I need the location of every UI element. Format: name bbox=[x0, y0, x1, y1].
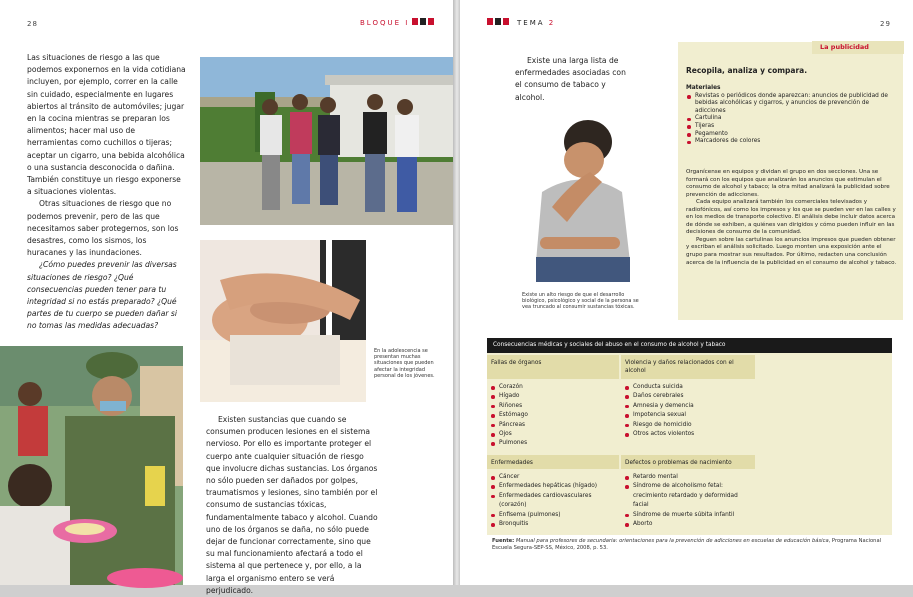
material-item: Cartulina bbox=[686, 115, 896, 123]
material-item: Tijeras bbox=[686, 123, 896, 131]
theme-header-number: 2 bbox=[548, 19, 556, 27]
table-item: Ojos bbox=[487, 430, 619, 439]
table-col-diseases bbox=[487, 455, 619, 529]
table-item: Bronquitis bbox=[487, 520, 619, 529]
source-label: Fuente: bbox=[492, 538, 515, 544]
table-item: Síndrome de muerte súbita infantil bbox=[621, 511, 755, 520]
materials-list bbox=[686, 93, 896, 146]
table-col-header: Violencia y daños relacionados con el alcohol bbox=[621, 355, 755, 379]
table-item: Corazón bbox=[487, 383, 619, 392]
block-header bbox=[360, 19, 409, 27]
table-col-violence bbox=[621, 355, 755, 439]
photo-boy-covering-face bbox=[522, 112, 640, 282]
diseases-list bbox=[487, 473, 619, 529]
materials-heading: Materiales bbox=[686, 85, 721, 91]
intro-text bbox=[27, 52, 187, 333]
photo-teenagers-group bbox=[200, 57, 460, 225]
page-number-right: 29 bbox=[880, 20, 891, 28]
table-item: Pulmones bbox=[487, 439, 619, 448]
table-item: Conducta suicida bbox=[621, 383, 755, 392]
caption-adolescence: En la adolescencia se presentan muchas situaciones que pueden afectar la integridad personal de los jóvenes. bbox=[374, 348, 435, 379]
table-col-header: Fallas de órganos bbox=[487, 355, 619, 379]
table-item: Enfisema (pulmones) bbox=[487, 511, 619, 520]
table-title: Consecuencias médicas y sociales del abuso en el consumo de alcohol y tabaco bbox=[487, 338, 892, 353]
activity-title: Recopila, analiza y compara. bbox=[686, 66, 808, 75]
theme-header-label: TEMA bbox=[517, 19, 545, 27]
paragraph-disasters: Otras situaciones de riesgo que no podemos prevenir, pero de las que necesitamos saber protegernos, son los desastres, como los sismos, los huracanes y las inundaciones. bbox=[27, 199, 179, 258]
material-item: Marcadores de colores bbox=[686, 138, 896, 146]
instructions-p3: Peguen sobre las cartulinas los anuncios impresos que pueden obtener y escriban el análisis solicitado. Luego monten una exposición ante el grupo para mostrar sus resultados. Por último, redacten una conclusión acerca de la influencia de la publicidad en el consumo de alcohol y tabaco. bbox=[686, 236, 897, 266]
consequences-table bbox=[487, 338, 892, 535]
section-tag-publicity: La publicidad bbox=[812, 41, 904, 54]
table-item: Enfermedades hepáticas (hígado) bbox=[487, 482, 619, 491]
activity-instructions bbox=[686, 169, 898, 267]
table-col-header: Enfermedades bbox=[487, 455, 619, 469]
table-item: Enfermedades cardiovasculares (corazón) bbox=[487, 492, 619, 511]
activity-box bbox=[678, 42, 903, 320]
table-item: Riesgo de homicidio bbox=[621, 421, 755, 430]
material-item: Revistas o periódicos donde aparezcan: anuncios de publicidad de bebidas alcohólicas y cigarros, y anuncios de prevención de adicciones bbox=[686, 93, 896, 116]
table-col-organ-failure bbox=[487, 355, 619, 449]
materials-section bbox=[686, 85, 896, 146]
table-item: Daños cerebrales bbox=[621, 392, 755, 401]
left-page bbox=[0, 0, 455, 595]
paragraph-questions: ¿Cómo puedes prevenir las diversas situaciones de riesgo? ¿Qué consecuencias pueden tener para tu integridad si no estás preparado? ¿Qué partes de tu cuerpo se pueden dañar si no tomas las medidas adecuadas? bbox=[27, 260, 177, 331]
birth-defects-list bbox=[621, 473, 755, 529]
organ-failure-list bbox=[487, 383, 619, 449]
table-item: Páncreas bbox=[487, 421, 619, 430]
source-note bbox=[492, 538, 887, 552]
header-color-bars-right bbox=[487, 18, 509, 25]
table-item: Síndrome de alcoholismo fetal: crecimiento retardado y deformidad facial bbox=[621, 482, 755, 510]
header-color-bars bbox=[412, 18, 434, 25]
instructions-p2: Cada equipo analizará también los comerciales televisados y radiofónicos, así como los impresos y los que se pueden ver en las calles y en los medios de transporte colectivo. El análisis debe incluir datos acerca de dónde se exhiben, a quiénes van dirigidos y cómo pueden influir en las decisiones de consumo de la comunidad. bbox=[686, 199, 896, 236]
photo-teen-lying-down bbox=[200, 240, 366, 402]
block-header-label: BLOQUE I bbox=[360, 19, 410, 27]
table-item: Cáncer bbox=[487, 473, 619, 482]
violence-list bbox=[621, 383, 755, 439]
table-item: Retardo mental bbox=[621, 473, 755, 482]
substances-text bbox=[206, 414, 380, 597]
table-item: Riñones bbox=[487, 402, 619, 411]
source-title: Manual para profesores de secundaria: orientaciones para la prevención de adicciones en escuelas de educación básica bbox=[515, 538, 829, 544]
table-item: Aborto bbox=[621, 520, 755, 529]
paragraph-substances: Existen sustancias que cuando se consumen producen lesiones en el sistema nervioso. Por ello es importante proteger el cuerpo ante cualquier situación de riesgo que involucre dichas sustancias. Los órganos no sólo pueden ser dañados por golpes, traumatismos y lesiones, sino también por el consumo de sustancias tóxicas, fundamentalmente tabaco y alcohol. Cuando uno de los órganos se daña, no sólo puede dejar de funcionar correctamente, sino que su mal funcionamiento afectará a todo el sistema al que pertenece y, por ello, a la larga el organismo entero se verá perjudicado. bbox=[206, 415, 378, 595]
table-item: Impotencia sexual bbox=[621, 411, 755, 420]
source-details: , Programa Nacional Escuela Segura-SEP-SS, México, 2008, p. 53. bbox=[492, 538, 882, 551]
right-page bbox=[460, 0, 913, 585]
instructions-p1: Organícense en equipos y dividan el grupo en dos secciones. Una se formará con los equipos que analizarán los anuncios que estimulan el consumo de alcohol y tabaco; la otra mitad analizará la publicidad sobre prevención de adicciones. bbox=[686, 169, 890, 198]
table-col-header: Defectos o problemas de nacimiento bbox=[621, 455, 755, 469]
photo-soldier-serving-food bbox=[0, 346, 183, 585]
caption-boy: Existe un alto riesgo de que el desarrollo biológico, psicológico y social de la persona se vea truncado al consumir sustancias tóxicas. bbox=[522, 292, 639, 311]
table-item: Otros actos violentos bbox=[621, 430, 755, 439]
diseases-intro: Existe una larga lista de enfermedades asociadas con el consumo de tabaco y alcohol. bbox=[515, 56, 626, 102]
table-col-birth-defects bbox=[621, 455, 755, 529]
paragraph-risks: Las situaciones de riesgo a las que podemos exponernos en la vida cotidiana incluyen, por ejemplo, correr en la calle sin cuidado, especialmente en lugares abiertos al tránsito de automóviles; jugar en la cocina mientras se preparan los alimentos; hacer mal uso de herramientas como cuchillos o tijeras; aceptar un cigarro, una bebida alcohólica o una sustancia desconocida o dañina. También constituye un riesgo exponerse a situaciones violentas. bbox=[27, 53, 186, 197]
page-number-left: 28 bbox=[27, 20, 38, 28]
table-item: Estómago bbox=[487, 411, 619, 420]
table-item: Hígado bbox=[487, 392, 619, 401]
table-item: Amnesia y demencia bbox=[621, 402, 755, 411]
theme-header bbox=[517, 19, 555, 27]
material-item: Pegamento bbox=[686, 131, 896, 139]
